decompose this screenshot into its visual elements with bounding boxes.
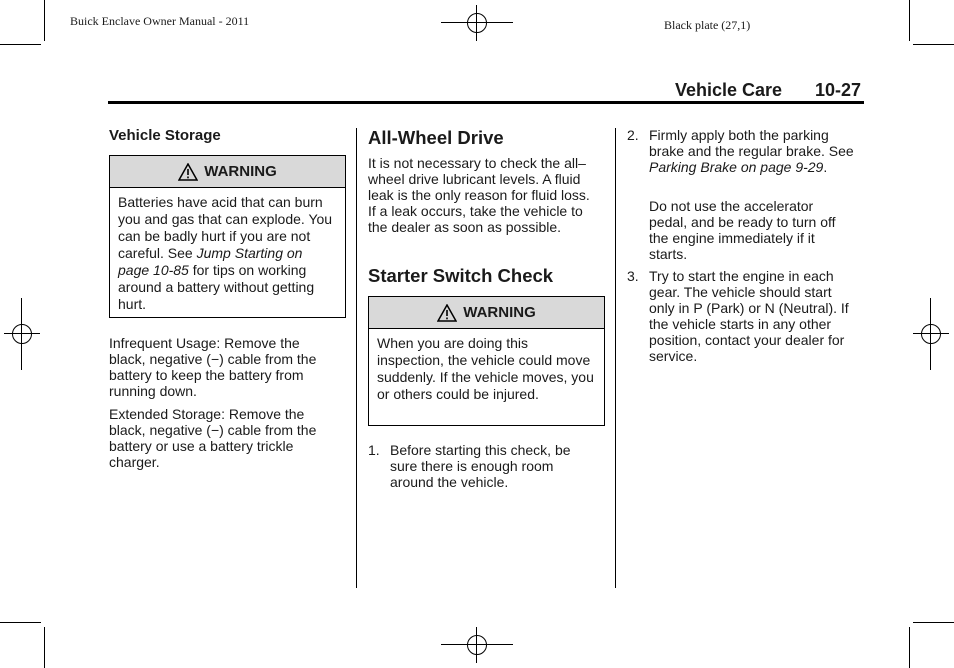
step-number: 1.	[368, 442, 380, 458]
awd-paragraph: It is not necessary to check the all–wheel drive lubricant levels. A fluid leak is the only reason for fluid loss. If a leak occurs, take the vehicle to the dealer as soon as possible.	[368, 155, 590, 235]
step2-paragraph: Do not use the accelerator pedal, and be ready to turn off the engine immediately if it starts.	[649, 198, 836, 262]
col1-body	[109, 335, 339, 470]
column-divider	[615, 128, 616, 588]
crop-mark	[913, 44, 954, 45]
header-rule	[108, 101, 864, 104]
warning-body: When you are doing this inspection, the vehicle could move suddenly. If the vehicle moves, you or others could be injured.	[377, 335, 594, 402]
infrequent-usage-paragraph: Infrequent Usage: Remove the black, negative (−) cable from the battery to keep the battery from running down.	[109, 335, 317, 399]
starter-switch-heading: Starter Switch Check	[368, 265, 554, 286]
crop-mark	[909, 627, 910, 668]
step-number: 3.	[627, 268, 639, 284]
step2-text-a: Firmly apply both the parking brake and the regular brake. See	[649, 127, 854, 159]
warning-triangle-icon	[437, 304, 457, 322]
step2-text-b: .	[823, 159, 828, 175]
warning-header	[369, 297, 604, 329]
step1-text: Before starting this check, be sure there is enough room around the vehicle.	[390, 442, 571, 490]
warning-text: Batteries have acid that can burn you and gas that can explode. You can be badly hurt if you are not careful. See	[118, 194, 333, 261]
registration-mark	[459, 627, 495, 663]
registration-mark	[459, 5, 495, 41]
registration-mark	[913, 316, 949, 352]
warning-text: for tips on working around a battery without getting hurt.	[118, 262, 315, 312]
crop-mark	[930, 298, 931, 370]
starter-warning-box	[368, 296, 605, 426]
registration-mark	[4, 316, 40, 352]
battery-warning-box	[109, 155, 346, 318]
warning-label: WARNING	[204, 163, 277, 180]
warning-body	[110, 188, 345, 319]
crop-mark	[441, 22, 513, 23]
crop-mark	[44, 627, 45, 668]
vehicle-storage-heading: Vehicle Storage	[109, 127, 221, 144]
crop-mark	[441, 644, 513, 645]
page-number: 10-27	[815, 80, 862, 100]
crop-mark	[0, 44, 41, 45]
warning-label: WARNING	[463, 304, 536, 321]
step2-text	[649, 127, 854, 175]
awd-heading: All-Wheel Drive	[368, 127, 504, 148]
step3-text: Try to start the engine in each gear. The vehicle should start only in P (Park) or N (Neutral). If the vehicle starts in any other position, contact your dealer for service.	[649, 268, 849, 364]
parking-brake-link[interactable]: Parking Brake on page 9-29	[649, 159, 824, 175]
manual-title: Buick Enclave Owner Manual - 2011	[70, 14, 250, 28]
crop-mark	[0, 622, 41, 623]
section-title: Vehicle Care	[675, 80, 783, 100]
extended-storage-paragraph: Extended Storage: Remove the black, negative (−) cable from the battery or use a battery trickle charger.	[109, 406, 317, 470]
step-number: 2.	[627, 127, 639, 143]
warning-triangle-icon	[178, 163, 198, 181]
jump-starting-link[interactable]: Jump Starting on page 10-85	[118, 245, 303, 278]
warning-header	[110, 156, 345, 188]
crop-mark	[909, 0, 910, 41]
crop-mark	[44, 0, 45, 41]
column-divider	[356, 128, 357, 588]
crop-mark	[913, 622, 954, 623]
plate-label: Black plate (27,1)	[664, 18, 751, 32]
crop-mark	[21, 298, 22, 370]
